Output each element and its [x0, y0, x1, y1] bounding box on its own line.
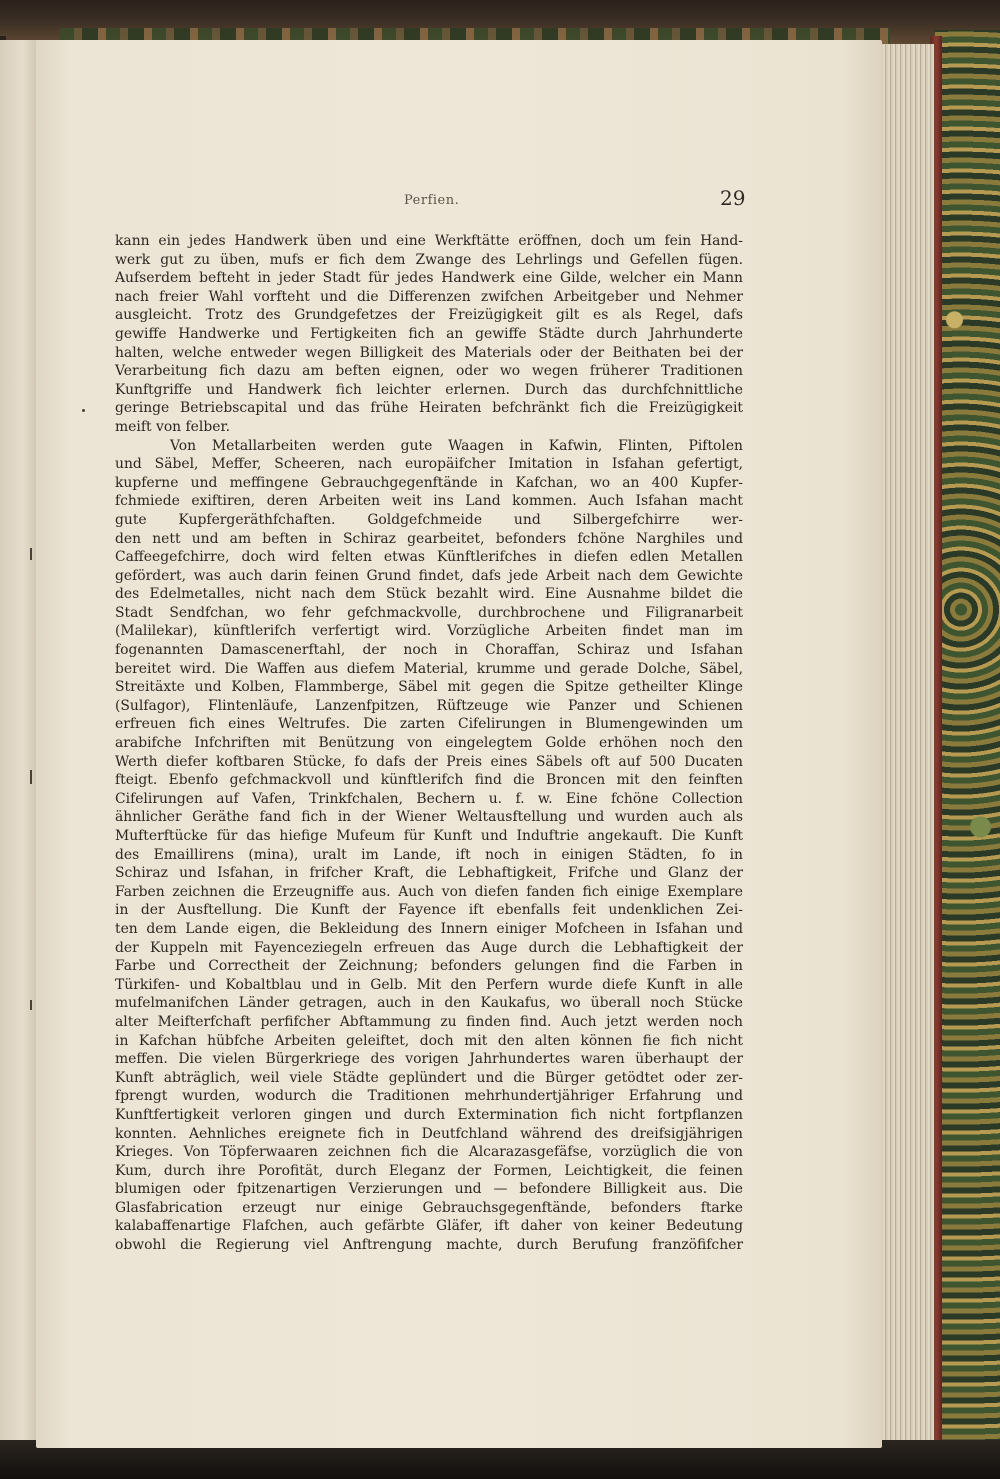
text-line: kann ein jedes Handwerk üben und eine Werkftätte eröffnen, doch um fein Hand-	[115, 233, 743, 249]
page-stack-edge	[878, 44, 934, 1444]
text-line: blumigen oder fpitzenartigen Verzierungen und — befondere Billigkeit aus. Die	[115, 1181, 743, 1198]
text-line: fchmiede exiftiren, deren Arbeiten weit ins Land kommen. Auch Isfahan macht	[115, 493, 743, 510]
margin-tick	[30, 1000, 32, 1010]
text-line: Schiraz und Isfahan, in frifcher Kraft, die Lebhaftigkeit, Frifche und Glanz der	[115, 865, 743, 882]
text-line: Aufserdem befteht in jeder Stadt für jedes Handwerk eine Gilde, welcher ein Mann	[115, 270, 743, 287]
text-line: Kum, durch ihre Porofität, durch Eleganz der Formen, Leichtigkeit, die feinen	[115, 1162, 743, 1179]
text-line: bereitet wird. Die Waffen aus diefem Material, krumme und gerade Dolche, Säbel,	[115, 660, 743, 677]
text-line: konnten. Aehnliches ereignete fich in Deutfchland während des dreifsigjährigen	[115, 1125, 743, 1142]
text-line: Stadt Sendfchan, wo fehr gefchmackvolle, durchbrochene und Filigranarbeit	[115, 604, 743, 621]
text-line: ähnlicher Geräthe fand fich in der Wiener Weltausftellung und wurden auch als	[115, 809, 743, 826]
text-line: in der Ausftellung. Die Kunft der Fayence ift ebenfalls feit undenklichen Zei-	[115, 902, 743, 919]
text-line: obwohl die Regierung viel Anftrengung machte, durch Berufung franzöfifcher	[115, 1237, 743, 1254]
text-line: Farben zeichnen die Erzeugniffe aus. Auch von diefen fanden fich einige Exemplare	[115, 883, 743, 900]
running-head: Perfien.	[404, 193, 460, 208]
text-line: des Emaillirens (mina), uralt im Lande, ift noch in einigen Städten, fo in	[115, 846, 743, 863]
text-line: fteigt. Ebenfo gefchmackvoll und künftlerifch find die Broncen mit den feinften	[115, 772, 743, 789]
text-line: nach freier Wahl vorfteht und die Differenzen zwifchen Arbeitgeber und Nehmer	[115, 288, 743, 305]
text-line: kalabaffenartige Flafchen, auch gefärbte Gläfer, ift daher von keiner Bedeutung	[115, 1218, 743, 1235]
text-line: Glasfabrication erzeugt nur einige Gebrauchsgegenftände, befonders ftarke	[115, 1199, 743, 1216]
text-line: der Kuppeln mit Fayenceziegeln erfreuen das Auge durch die Lebhaftigkeit der	[115, 939, 743, 956]
facing-page-edge	[0, 40, 38, 1479]
text-line: arabifche Infchriften mit Benützung von eingelegtem Golde erhöhen noch den	[115, 735, 743, 752]
text-line: (Sulfagor), Flintenläufe, Lanzenfpitzen, Rüftzeuge wie Panzer und Schienen	[115, 697, 743, 714]
text-line: den nett und am beften in Schiraz gearbeitet, befonders fchöne Narghiles und	[115, 530, 743, 547]
text-line: fogenannten Damascenerftahl, der noch in Choraffan, Schiraz und Isfahan	[115, 642, 743, 659]
margin-dot	[82, 409, 85, 412]
text-line: in Kafchan hübfche Arbeiten geleiftet, doch mit den alten können fie fich nicht	[115, 1032, 743, 1049]
page-number: 29	[720, 186, 746, 210]
body-text	[115, 232, 743, 1255]
text-line: Krieges. Von Töpferwaaren zeichnen fich die Alcarazasgefäfse, vorzüglich die von	[115, 1144, 743, 1161]
marbled-right-cover	[935, 30, 1000, 1479]
text-line: gefördert, was auch darin feinen Grund findet, dafs jede Arbeit nach dem Gewichte	[115, 567, 743, 584]
text-line: meffen. Die vielen Bürgerkriege des vorigen Jahrhundertes waren überhaupt der	[115, 1051, 743, 1068]
text-line: gewiffe Handwerke und Fertigkeiten fich an gewiffe Städte durch Jahrhunderte	[115, 325, 743, 342]
text-line: werk gut zu üben, mufs er fich dem Zwange des Lehrlings und Gefellen fügen.	[115, 251, 743, 268]
text-line: Kunftfertigkeit verloren gingen und durch Extermination fich nicht fortpflanzen	[115, 1106, 743, 1123]
text-line: meift von felber.	[115, 418, 230, 435]
text-line: Farbe und Correctheit der Zeichnung; befonders gelungen find die Farben in	[115, 958, 743, 975]
text-line: Türkifen- und Kobaltblau und in Gelb. Mit den Perfern wurde diefe Kunft in alle	[115, 976, 743, 993]
text-line: halten, welche entweder wegen Billigkeit des Materials oder der Beithaten bei der	[115, 344, 743, 361]
text-line: Kunft abträglich, weil viele Städte geplündert und die Bürger getödtet oder zer-	[115, 1069, 743, 1086]
text-line: ten dem Lande eigen, die Bekleidung des Innern einiger Mofcheen in Isfahan und	[115, 920, 743, 937]
text-line: Kunftgriffe und Handwerk fich leichter erlernen. Durch das durchfchnittliche	[115, 381, 743, 398]
margin-tick	[30, 770, 32, 784]
text-line: und Säbel, Meffer, Scheeren, nach europäifcher Imitation in Isfahan gefertigt,	[115, 456, 743, 473]
text-line: Mufterftücke für das hiefige Mufeum für Kunft und Induftrie angekauft. Die Kunft	[115, 828, 743, 844]
text-line: Streitäxte und Kolben, Flammberge, Säbel mit gegen die Spitze getheilter Klinge	[115, 679, 743, 696]
text-line: erfreuen fich eines Weltrufes. Die zarten Cifelirungen in Blumengewinden um	[115, 716, 743, 733]
text-line: Von Metallarbeiten werden gute Waagen in Kafwin, Flinten, Piftolen	[170, 437, 743, 454]
text-line: kupferne und meffingene Gebrauchgegenftände in Kafchan, wo an 400 Kupfer-	[115, 474, 743, 491]
text-line: des Edelmetalles, nicht nach dem Stück bezahlt wird. Eine Ausnahme bildet die	[115, 586, 743, 603]
text-line: Cifelirungen auf Vafen, Trinkfchalen, Bechern u. f. w. Eine fchöne Collection	[115, 790, 743, 807]
text-line: alter Meifterfchaft perfifcher Abftammung zu finden find. Auch jetzt werden noch	[115, 1013, 743, 1030]
margin-tick	[30, 548, 32, 560]
text-line: mufelmanifchen Länder getragen, auch in den Kaukafus, wo überall noch Stücke	[115, 995, 743, 1012]
text-line: (Malilekar), künftlerifch verfertigt wird. Vorzügliche Arbeiten findet man im	[115, 623, 743, 640]
text-line: gute Kupfergeräthfchaften. Goldgefchmeide und Silbergefchirre wer-	[115, 511, 743, 528]
text-line: Werth diefer koftbaren Stücke, fo dafs der Preis eines Säbels oft auf 500 Ducaten	[115, 753, 743, 770]
text-line: Verarbeitung fich dazu am beften eignen, oder wo wegen früherer Traditionen	[115, 363, 743, 380]
text-line: Caffeegefchirre, doch wird felten etwas Künftlerifches in diefen edlen Metallen	[115, 549, 743, 566]
text-line: geringe Betriebscapital und das frühe Heiraten befchränkt fich die Freizügigkeit	[115, 400, 743, 417]
text-line: fprengt wurden, wodurch die Traditionen mehrhundertjähriger Erfahrung und	[115, 1088, 743, 1105]
text-line: ausgleicht. Trotz des Grundgefetzes der Freizügigkeit gilt es als Regel, dafs	[115, 307, 743, 324]
